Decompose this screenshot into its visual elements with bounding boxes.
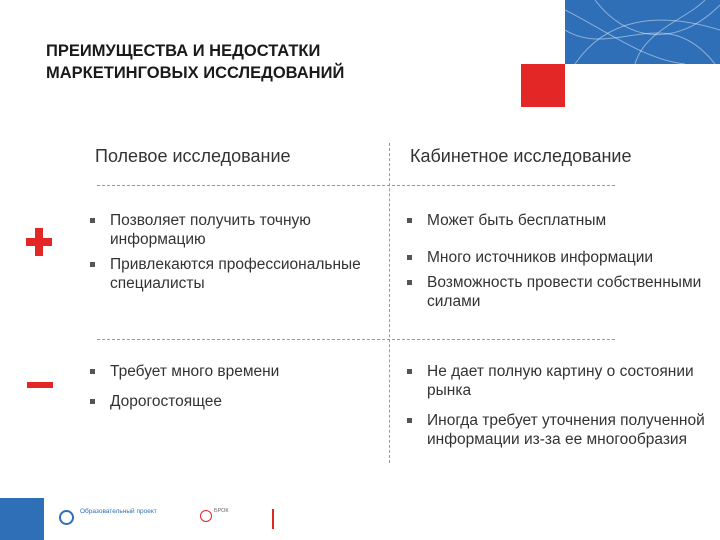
decorative-red-square xyxy=(521,64,565,107)
list-item: Много источников информации xyxy=(403,248,713,267)
decorative-blue-block xyxy=(565,0,720,64)
list-item: Привлекаются профессиональные специалисты xyxy=(86,255,376,293)
list-item: Позволяет получить точную информацию xyxy=(86,211,376,249)
partner-logo-icon xyxy=(200,510,212,522)
partner-logo-text: БРОК xyxy=(214,508,229,514)
minus-icon xyxy=(27,382,53,388)
list-item: Не дает полную картину о состоянии рынка xyxy=(403,362,713,400)
pros-desk-list xyxy=(403,211,713,311)
footer-blue-block xyxy=(0,498,44,540)
plus-icon xyxy=(26,228,52,256)
slide-title: ПРЕИМУЩЕСТВА И НЕДОСТАТКИ МАРКЕТИНГОВЫХ ИССЛЕДОВАНИЙ xyxy=(46,42,345,82)
list-item: Иногда требует уточнения полученной информации из-за ее многообразия xyxy=(403,411,713,449)
column-header-desk: Кабинетное исследование xyxy=(410,146,632,166)
column-header-field: Полевое исследование xyxy=(95,146,291,166)
header-divider xyxy=(97,185,615,186)
row-divider xyxy=(97,339,615,340)
footer-red-bar xyxy=(272,509,274,529)
list-item: Возможность провести собственными силами xyxy=(403,273,713,311)
pros-field-list xyxy=(86,211,376,293)
list-item: Дорогостоящее xyxy=(86,392,376,411)
column-divider xyxy=(389,143,390,463)
cons-field-list xyxy=(86,362,376,411)
list-item: Требует много времени xyxy=(86,362,376,381)
footer-logo-text: Образовательный проект xyxy=(80,508,157,515)
decorative-curves xyxy=(565,0,720,64)
globe-icon xyxy=(59,510,74,525)
list-item: Может быть бесплатным xyxy=(403,211,713,230)
cons-desk-list xyxy=(403,362,713,449)
